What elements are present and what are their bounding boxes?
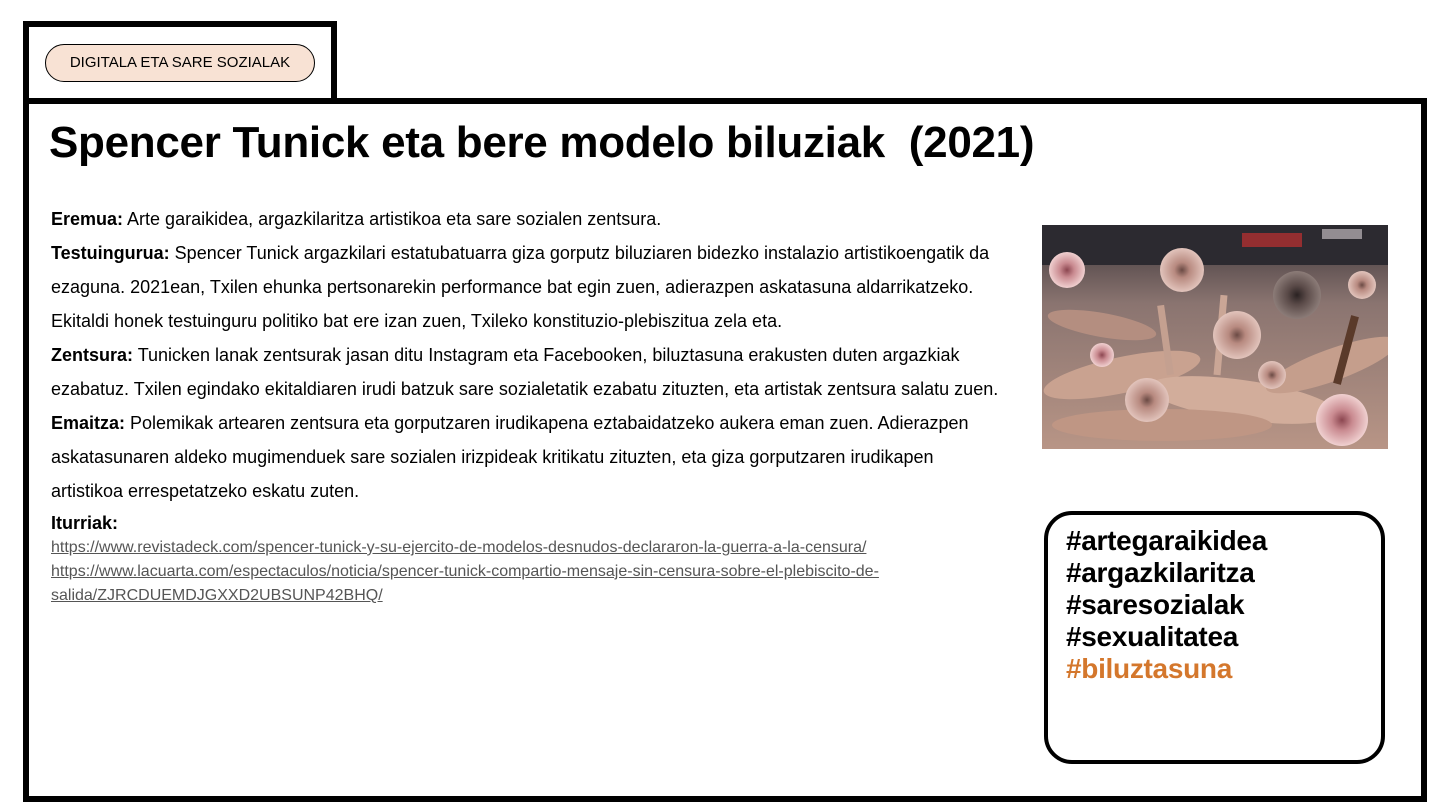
hashtag-item[interactable]: #sexualitatea — [1066, 621, 1238, 652]
article-body — [51, 202, 1001, 608]
section-emaitza — [51, 406, 1001, 508]
hashtags-panel — [1044, 511, 1385, 764]
hashtag-item[interactable]: #argazkilaritza — [1066, 557, 1255, 588]
hashtag-item[interactable]: #artegaraikidea — [1066, 525, 1267, 556]
section-text: Spencer Tunick argazkilari estatubatuarra giza gorputz biluziaren bidezko instalazio artistikoengatik da ezaguna. 2021ean, Txilen ehunka pertsonarekin performance bat egin zuen, adierazpen askatasuna aldarrikatzeko. Ekitaldi honek testuinguru politiko bat ere izan zuen, Txileko konstituzio-plebiszitua zela eta. — [51, 243, 990, 331]
section-testuingurua — [51, 236, 1001, 338]
section-label: Testuingurua: — [51, 243, 170, 263]
source-link-revistadeck[interactable]: https://www.revistadeck.com/spencer-tunick-y-su-ejercito-de-modelos-desnudos-declararon-la-guerra-a-la-censura/ — [51, 539, 867, 556]
sources-links — [51, 536, 1001, 608]
sources-label: Iturriak: — [51, 513, 119, 533]
category-tag-button[interactable]: DIGITALA ETA SARE SOZIALAK — [45, 44, 315, 82]
section-label: Emaitza: — [51, 413, 126, 433]
hashtag-item[interactable]: #biluztasuna — [1066, 653, 1232, 684]
section-text: Tunicken lanak zentsurak jasan ditu Instagram eta Facebooken, biluztasuna erakusten duten argazkiak ezabatuz. Txilen egindako ekitaldiaren irudi batzuk sare sozialetatik ezabatu zituzten, eta artistak zentsura salatu zuen. — [51, 345, 999, 399]
section-eremua — [51, 202, 1001, 236]
section-label: Zentsura: — [51, 345, 134, 365]
performance-photo — [1042, 225, 1388, 449]
hashtag-item[interactable]: #saresozialak — [1066, 589, 1245, 620]
section-label: Eremua: — [51, 209, 124, 229]
section-zentsura — [51, 338, 1001, 406]
source-link-lacuarta[interactable]: https://www.lacuarta.com/espectaculos/noticia/spencer-tunick-compartio-mensaje-sin-censura-sobre-el-plebiscito-de-salida/ZJRCDUEMDJGXXD2UBSUNP42BHQ/ — [51, 563, 879, 604]
section-text: Arte garaikidea, argazkilaritza artistikoa eta sare sozialen zentsura. — [123, 209, 662, 229]
section-text: Polemikak artearen zentsura eta gorputzaren irudikapena eztabaidatzeko aukera eman zuen. Adierazpen askatasunaren aldeko mugimenduek sare sozialen irizpideak kritikatu zituzten, eta giza gorputzaren irudikapen artistikoa errespetatzeko eskatu zuten. — [51, 413, 969, 501]
page-title: Spencer Tunick eta bere modelo biluziak (2021) — [49, 118, 1035, 167]
